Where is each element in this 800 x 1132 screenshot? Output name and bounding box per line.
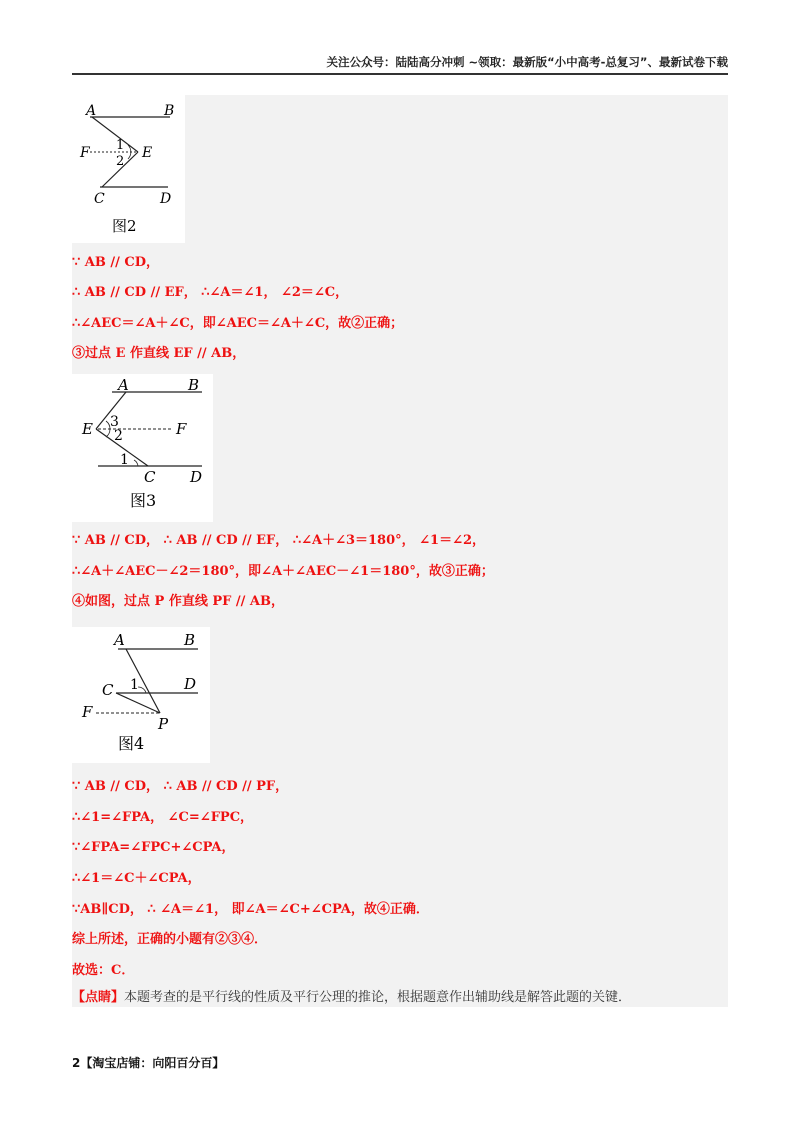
solution-line-6: ∴∠A＋∠AEC－∠2＝180°，即∠A＋∠AEC－∠1＝180°，故③正确；: [72, 564, 494, 579]
fig4-label-p: P: [158, 715, 169, 733]
fig4-label-c: C: [102, 681, 114, 699]
solution-line-3: ∴∠AEC＝∠A＋∠C，即∠AEC＝∠A＋∠C，故②正确；: [72, 316, 404, 331]
fig2-label-b: B: [164, 103, 175, 119]
fig3-label-a: A: [118, 376, 129, 394]
page-footer: [72, 1054, 224, 1071]
fig2-label-1: 1: [116, 138, 125, 153]
fig4-caption: 图4: [118, 734, 145, 753]
solution-content: [72, 95, 728, 1007]
fig3-label-2: 2: [114, 428, 123, 444]
fig4-label-f: F: [82, 703, 93, 721]
fig3-label-e: E: [82, 420, 93, 438]
solution-line-2: ∴ AB // CD // EF， ∴∠A＝∠1， ∠2＝∠C，: [72, 285, 349, 300]
fig4-label-a: A: [114, 631, 125, 649]
solution-line-8: ∵ AB // CD， ∴ AB // CD // PF，: [72, 779, 289, 794]
page-header: 关注公众号：陆陆高分冲刺 ~领取：最新版“小中高考-总复习”、最新试卷下载: [326, 55, 728, 69]
solution-line-11: ∴∠1＝∠C＋∠CPA，: [72, 871, 201, 886]
fig2-label-f: F: [80, 145, 90, 161]
note-tag: 【点睛】: [72, 990, 125, 1005]
fig3-label-c: C: [144, 468, 156, 486]
fig3-label-d: D: [190, 468, 203, 486]
header-rule: [72, 73, 728, 75]
solution-line-1: ∵ AB // CD，: [72, 255, 160, 270]
fig3-label-b: B: [188, 376, 200, 394]
solution-line-10: ∵∠FPA=∠FPC+∠CPA，: [72, 840, 235, 855]
fig4-label-d: D: [184, 675, 197, 693]
fig3-label-f: F: [176, 420, 187, 438]
fig3-label-1: 1: [120, 452, 129, 468]
solution-line-7: ④如图，过点 P 作直线 PF // AB，: [72, 594, 284, 609]
shop-name: 【淘宝店铺：向阳百分百】: [80, 1056, 225, 1070]
solution-line-14: 故选：C．: [72, 963, 135, 978]
fig2-label-d: D: [160, 191, 172, 207]
solution-line-13: 综上所述，正确的小题有②③④．: [72, 932, 268, 947]
figure-4: [72, 627, 210, 763]
note-text: 本题考查的是平行线的性质及平行公理的推论，根据题意作出辅助线是解答此题的关键．: [124, 990, 632, 1005]
figure-3: [72, 374, 213, 522]
solution-line-12: ∵AB∥CD， ∴ ∠A＝∠1， 即∠A＝∠C+∠CPA，故④正确．: [72, 902, 429, 917]
page-number: 2: [72, 1056, 81, 1070]
fig3-caption: 图3: [130, 491, 157, 510]
fig4-label-1: 1: [130, 677, 139, 693]
fig2-label-2: 2: [116, 154, 125, 169]
solution-line-9: ∴∠1=∠FPA， ∠C=∠FPC，: [72, 810, 254, 825]
fig2-label-a: A: [86, 103, 97, 119]
fig2-caption: 图2: [112, 217, 137, 235]
solution-line-4: ③过点 E 作直线 EF // AB，: [72, 346, 246, 361]
fig2-label-c: C: [94, 191, 105, 207]
solution-line-5: ∵ AB // CD， ∴ AB // CD // EF， ∴∠A＋∠3＝180°， ∠1＝∠2，: [72, 533, 486, 548]
fig4-label-b: B: [184, 631, 196, 649]
fig2-label-e: E: [142, 145, 153, 161]
figure-2: [72, 95, 185, 243]
fig3-label-3: 3: [110, 414, 119, 430]
solution-note: [72, 988, 631, 1008]
